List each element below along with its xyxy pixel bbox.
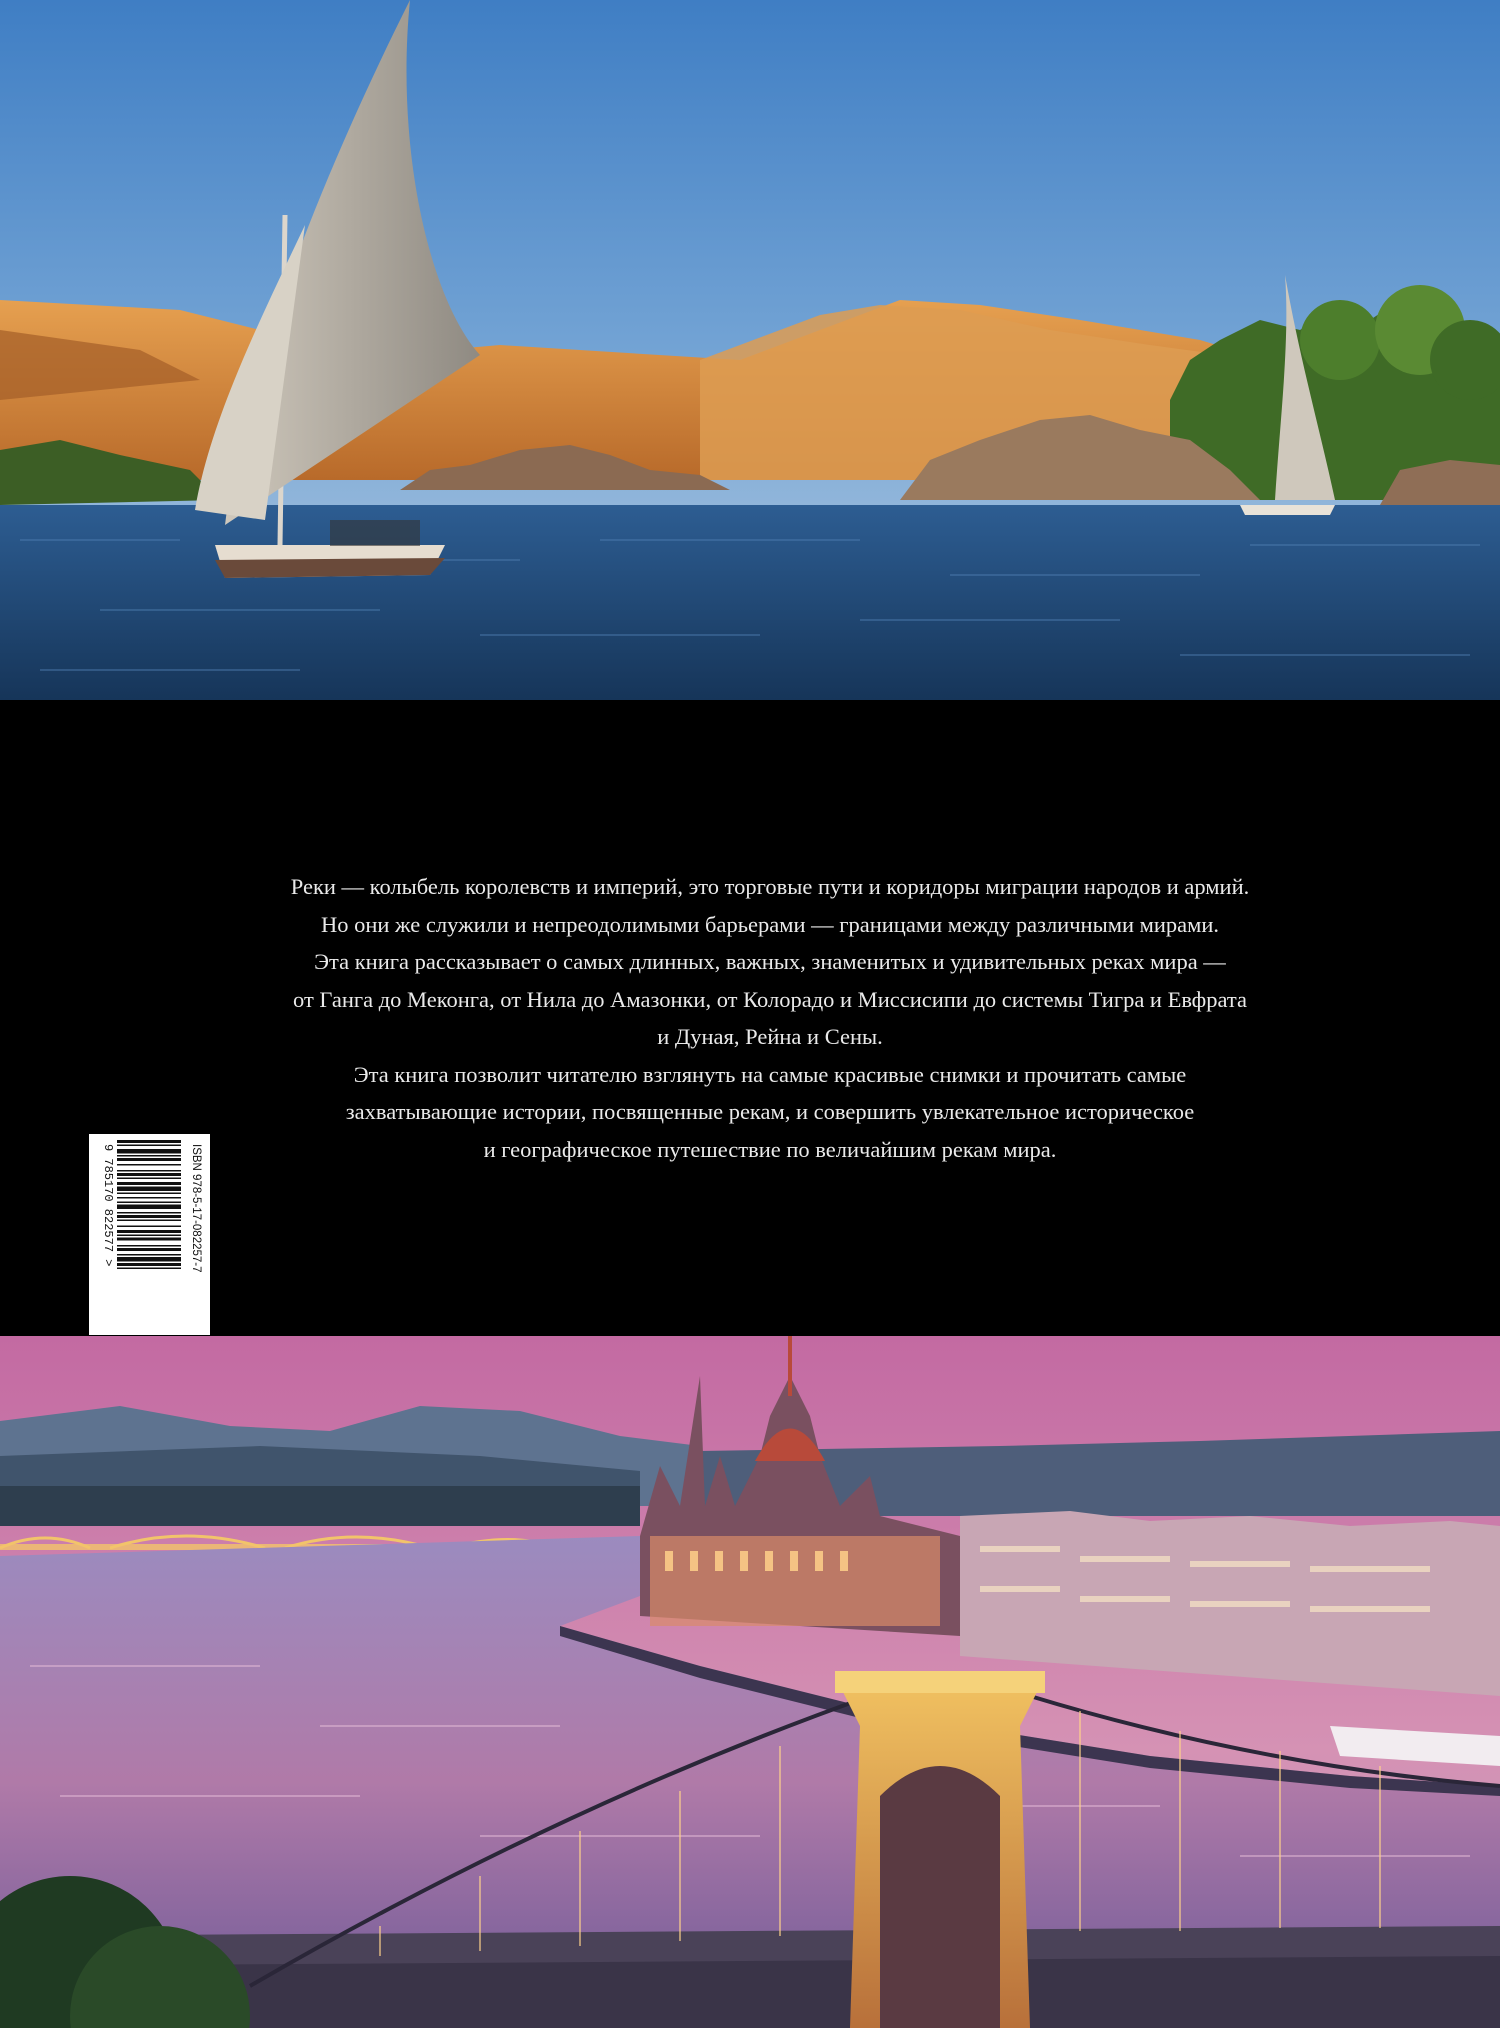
- barcode-bar: [117, 1170, 181, 1172]
- budapest-dusk-photo: [0, 1336, 1500, 2028]
- barcode-bar: [117, 1202, 181, 1204]
- isbn-barcode: [89, 1134, 210, 1335]
- barcode-digits: 9 785170 822577 >: [101, 1144, 115, 1267]
- blurb-line: захватывающие истории, посвященные рекам, и совершить увлекательное историческое: [345, 1099, 1195, 1124]
- barcode-bar: [117, 1149, 181, 1154]
- barcode-bar: [117, 1182, 181, 1185]
- blurb-line: и Дуная, Рейна и Сены.: [657, 1024, 883, 1049]
- barcode-bar: [117, 1254, 181, 1256]
- barcode-bar: [117, 1205, 181, 1210]
- barcode-bar: [117, 1187, 181, 1192]
- blurb-line: от Ганга до Меконга, от Нила до Амазонки, от Колорадо и Миссисипи до системы Тигра и Евфрата: [292, 986, 1247, 1012]
- barcode-bars: [117, 1140, 181, 1269]
- nile-feluccas-photo: [0, 0, 1500, 700]
- barcode-bar: [117, 1215, 181, 1218]
- barcode-bar: [117, 1212, 181, 1214]
- barcode-bar: [117, 1230, 181, 1233]
- barcode-bar: [117, 1197, 181, 1199]
- blurb-line: и географическое путешествие по величайшим рекам мира.: [483, 1136, 1057, 1162]
- barcode-bar: [117, 1220, 181, 1222]
- isbn-label: ISBN 978-5-17-082257-7: [190, 1144, 202, 1273]
- barcode-bar: [117, 1235, 181, 1237]
- blurb-line: Реки — колыбель королевств и империй, это торговые пути и коридоры миграции народов и армий.: [290, 874, 1250, 899]
- barcode-bar: [117, 1245, 181, 1247]
- barcode-bar: [117, 1238, 181, 1241]
- barcode-bar: [117, 1226, 181, 1228]
- blurb-line: Эта книга рассказывает о самых длинных, важных, знаменитых и удивительных реках мира —: [314, 949, 1226, 974]
- barcode-bar: [117, 1158, 181, 1161]
- barcode-bar: [117, 1193, 181, 1195]
- barcode-bar: [117, 1145, 181, 1147]
- barcode-bar: [117, 1268, 181, 1270]
- barcode-bar: [117, 1155, 181, 1157]
- barcode-bar: [117, 1140, 181, 1143]
- blurb-line: Эта книга позволит читателю взглянуть на самые красивые снимки и прочитать самые: [353, 1061, 1187, 1087]
- barcode-bar: [117, 1164, 181, 1166]
- barcode-bar: [117, 1248, 181, 1251]
- barcode-bar: [117, 1178, 181, 1180]
- barcode-bar: [117, 1173, 181, 1176]
- barcode-bar: [117, 1263, 181, 1266]
- blurb-line: Но они же служили и непреодолимыми барьерами — границами между различными мирами.: [320, 911, 1220, 937]
- barcode-bar: [117, 1257, 181, 1262]
- cover-blurb: [180, 868, 1360, 1168]
